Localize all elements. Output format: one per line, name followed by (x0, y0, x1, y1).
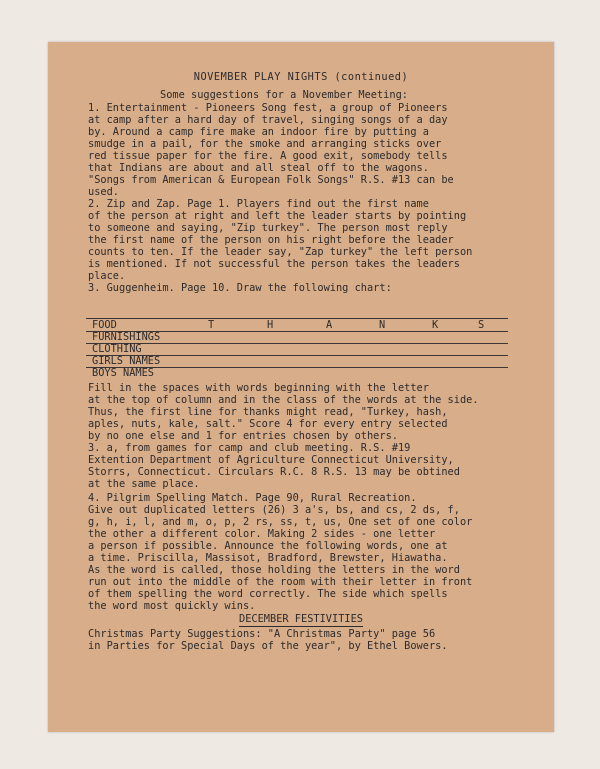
item1-line: used. (88, 186, 119, 198)
item4-line: g, h, i, l, and m, o, p, 2 rs, ss, t, us, One set of one color (88, 516, 473, 528)
item3-line: at the same place. (88, 478, 200, 490)
item4-line: As the word is called, those holding the letters in the word (88, 564, 460, 576)
chart-header-letter: T (208, 319, 215, 331)
december-line: in Parties for Special Days of the year", by Ethel Bowers. (88, 640, 448, 652)
item2-line: counts to ten. If the leader say, "Zap turkey" the left person (88, 246, 473, 258)
item2-line: the first name of the person on his right before the leader (88, 234, 454, 246)
chart-row-label: GIRLS NAMES (92, 355, 161, 367)
chart-header-letter: A (326, 319, 333, 331)
item3-line: aples, nuts, kale, salt." Score 4 for every entry selected (88, 418, 448, 430)
item2-line: is mentioned. If not successful the person takes the leaders (88, 258, 460, 270)
intro-line: Some suggestions for a November Meeting: (160, 89, 408, 101)
item2-line: place. (88, 270, 126, 282)
item1-line: smudge in a pail, for the smoke and arranging sticks over (88, 138, 442, 150)
item3-line: 3. a, from games for camp and club meeting. R.S. #19 (88, 442, 411, 454)
item4-line: the word most quickly wins. (88, 600, 256, 612)
chart-header-letter: K (432, 319, 439, 331)
december-heading (48, 613, 554, 625)
item4-line: run out into the middle of the room with their letter in front (88, 576, 473, 588)
item3-line: Storrs, Connecticut. Circulars R.C. 8 R.S. 13 may be obtined (88, 466, 460, 478)
item3-line: Fill in the spaces with words beginning with the letter (88, 382, 429, 394)
chart-row-label: FURNISHINGS (92, 331, 161, 343)
chart-header-label: FOOD (92, 319, 117, 331)
item1-line: by. Around a camp fire make an indoor fire by putting a (88, 126, 429, 138)
item1-line: red tissue paper for the fire. A good exit, somebody tells (88, 150, 448, 162)
item3-line: by no one else and 1 for entries chosen by others. (88, 430, 398, 442)
item3-line: Extention Department of Agriculture Connecticut University, (88, 454, 454, 466)
december-line: Christmas Party Suggestions: "A Christmas Party" page 56 (88, 628, 436, 640)
item1-line: at camp after a hard day of travel, singing songs of a day (88, 114, 448, 126)
chart-header-letter: H (267, 319, 274, 331)
item4-line: a person if possible. Announce the following words, one at (88, 540, 448, 552)
december-heading-text: DECEMBER FESTIVITIES (239, 613, 363, 625)
item4-line: the other a different color. Making 2 sides - one letter (88, 528, 436, 540)
item2-line: to someone and saying, "Zip turkey". The person most reply (88, 222, 448, 234)
item3-line: Thus, the first line for thanks might read, "Turkey, hash, (88, 406, 448, 418)
chart-header-letter: N (379, 319, 386, 331)
chart-rule (86, 343, 508, 344)
item1-line: 1. Entertainment - Pioneers Song fest, a group of Pioneers (88, 102, 448, 114)
item1-line: that Indians are about and all steal off to the wagons. (88, 162, 429, 174)
item4-line: of them spelling the word correctly. The side which spells (88, 588, 448, 600)
item1-line: "Songs from American & European Folk Songs" R.S. #13 can be (88, 174, 454, 186)
chart-header-letter: S (478, 319, 485, 331)
document-page (48, 42, 554, 732)
item3-line: 3. Guggenheim. Page 10. Draw the following chart: (88, 282, 392, 294)
chart-row-label: CLOTHING (92, 343, 142, 355)
item4-line: 4. Pilgrim Spelling Match. Page 90, Rural Recreation. (88, 492, 417, 504)
item3-line: at the top of column and in the class of the words at the side. (88, 394, 479, 406)
chart-rule (86, 318, 508, 319)
item4-line: Give out duplicated letters (26) 3 a's, bs, and cs, 2 ds, f, (88, 504, 460, 516)
item2-line: of the person at right and left the leader starts by pointing (88, 210, 467, 222)
chart-row-label: BOYS NAMES (92, 367, 154, 379)
page-title: NOVEMBER PLAY NIGHTS (continued) (193, 71, 409, 83)
item2-line: 2. Zip and Zap. Page 1. Players find out the first name (88, 198, 429, 210)
item4-line: a time. Priscilla, Massisot, Bradford, Brewster, Hiawatha. (88, 552, 448, 564)
